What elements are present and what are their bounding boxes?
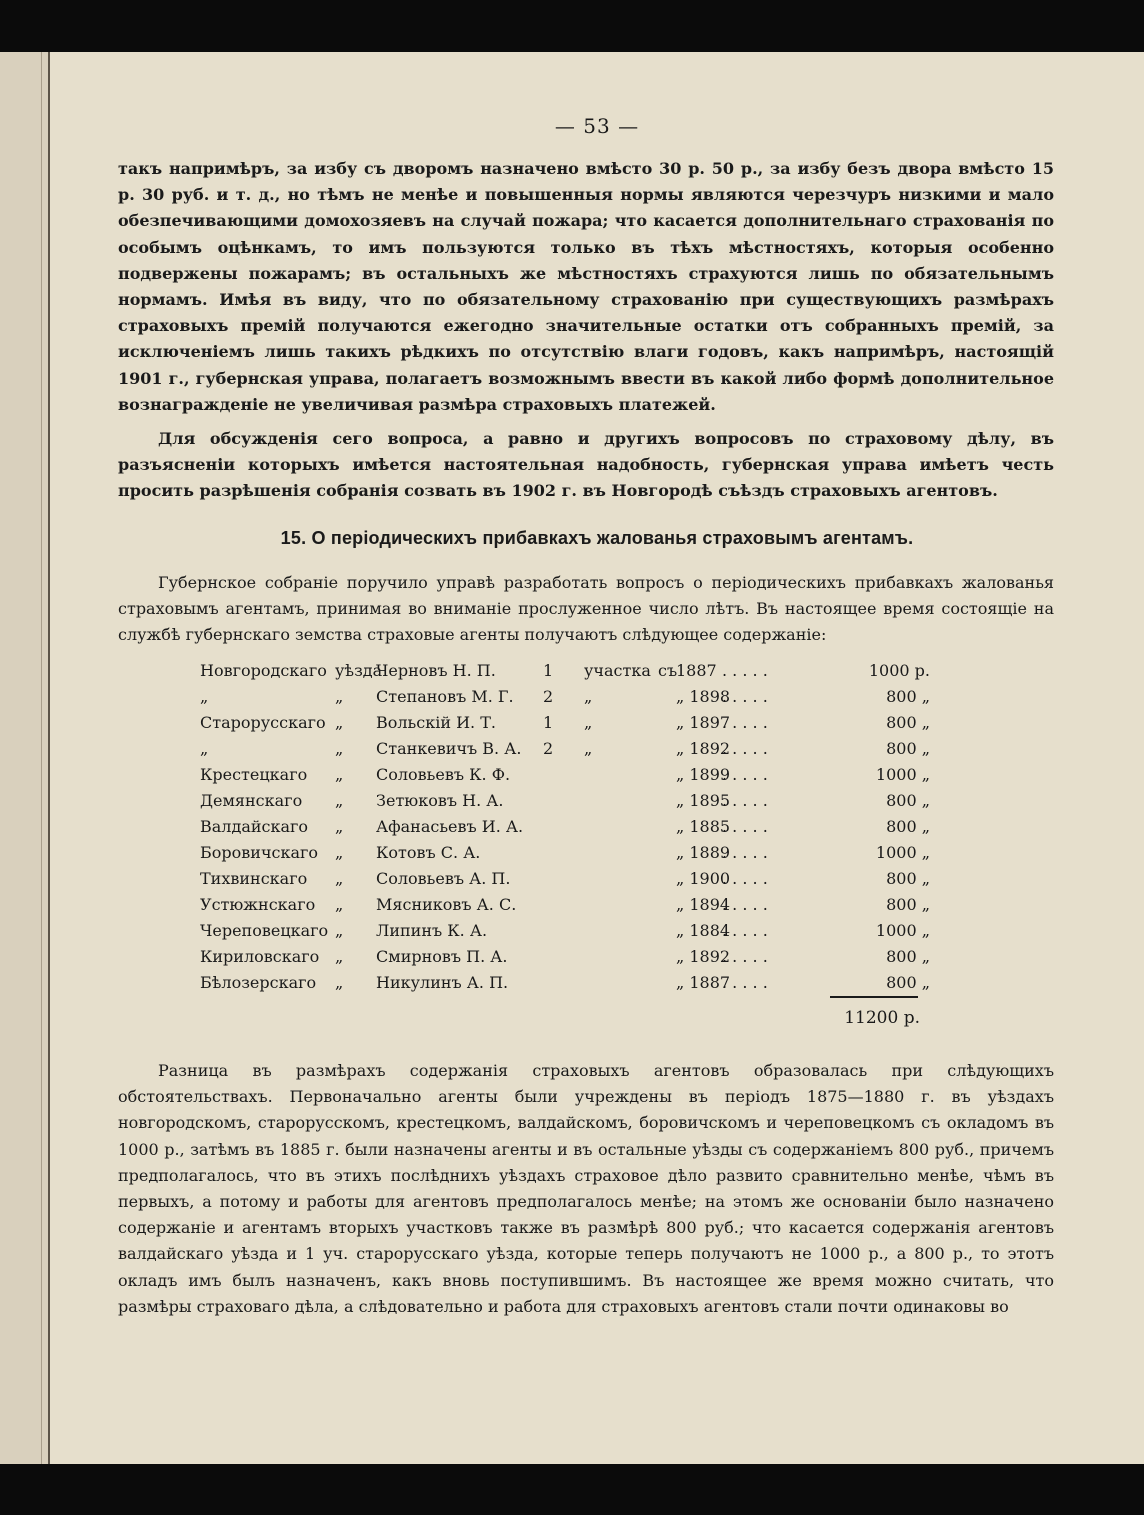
cell-year: „ 1889 [676, 843, 731, 862]
cell-name: Смирновъ П. А. [376, 947, 508, 966]
table-row [200, 814, 930, 840]
table-row [200, 840, 930, 866]
cell-name: Вольскій И. Т. [376, 713, 496, 732]
cell-amt: 1000 „ [875, 765, 930, 784]
cell-year: „ 1887 [676, 973, 731, 992]
table-row [200, 788, 930, 814]
cell-q1: „ [335, 817, 344, 836]
cell-year: „ 1894 [676, 895, 731, 914]
cell-amt: 800 „ [886, 947, 930, 966]
table-row [200, 866, 930, 892]
cell-dots: . . . . . [722, 921, 768, 940]
text-block-bottom [118, 1058, 1054, 1320]
table-row [200, 684, 930, 710]
cell-uezd: Крестецкаго [200, 765, 308, 784]
cell-q1: „ [335, 765, 344, 784]
cell-year: „ 1899 [676, 765, 731, 784]
table-row [200, 892, 930, 918]
cell-name: Никулинъ А. П. [376, 973, 509, 992]
table-row [200, 944, 930, 970]
cell-uch: „ [584, 687, 593, 706]
cell-dots: . . . . . [722, 895, 768, 914]
cell-dots: . . . . . [722, 739, 768, 758]
cell-dots: . . . . . [722, 765, 768, 784]
table-row [200, 710, 930, 736]
cell-s: съ [658, 661, 678, 680]
cell-amt: 1000 „ [875, 843, 930, 862]
cell-q1: „ [335, 739, 344, 758]
cell-dots: . . . . . [722, 661, 768, 680]
cell-dots: . . . . . [722, 713, 768, 732]
cell-year: „ 1884 [676, 921, 731, 940]
cell-num: 2 [543, 687, 554, 706]
cell-q1: „ [335, 843, 344, 862]
cell-uch: участка [584, 661, 651, 680]
table-row [200, 658, 930, 684]
table-row [200, 762, 930, 788]
cell-year: „ 1897 [676, 713, 731, 732]
cell-amt: 800 „ [886, 713, 930, 732]
cell-uezd: Старорусскаго [200, 713, 326, 732]
cell-name: Соловьевъ К. Ф. [376, 765, 511, 784]
cell-num: 1 [543, 661, 554, 680]
cell-amt: 800 „ [886, 817, 930, 836]
cell-dots: . . . . . [722, 869, 768, 888]
table-row [200, 736, 930, 762]
cell-amt: 800 „ [886, 895, 930, 914]
cell-uezd: Боровичскаго [200, 843, 319, 862]
paragraph-4: Разница въ размѣрахъ содержанія страховыхъ агентовъ образовалась при слѣдующихъ обстоятельствахъ. Первоначально агенты были учреждены въ періодъ 1875—1880 г. въ уѣздахъ новгородскомъ, старорусскомъ, крестецкомъ, валдайскомъ, боровичскомъ и череповецкомъ съ окладомъ въ 1000 р., затѣмъ въ 1885 г. были назначены агенты и въ остальные уѣзды съ содержаніемъ 800 руб., причемъ предполагалось, что въ этихъ послѣднихъ уѣздахъ страховое дѣло развито сравнительно менѣе, чѣмъ въ первыхъ, а потому и работы для агентовъ предполагалось менѣе; на этомъ же основаніи было назначено содержаніе и агентамъ вторыхъ участковъ также въ размѣрѣ 800 руб.; что касается содержанія агентовъ валдайскаго уѣзда и 1 уч. старорусскаго уѣзда, которые теперь получаютъ не 1000 р., а 800 р., то этотъ окладъ имъ былъ назначенъ, какъ вновь поступившимъ. Въ настоящее же время можно считать, что размѣры страховаго дѣла, а слѣдовательно и работа для страховыхъ агентовъ стали почти одинаковы во [118, 1061, 1054, 1316]
table-row [200, 970, 930, 996]
cell-uch: „ [584, 739, 593, 758]
cell-amt: 1000 „ [875, 921, 930, 940]
cell-q1: „ [335, 947, 344, 966]
cell-amt: 800 „ [886, 687, 930, 706]
cell-year: 1887 [676, 661, 717, 680]
cell-amt: 1000 р. [868, 661, 930, 680]
table-row [200, 918, 930, 944]
cell-q1: „ [335, 713, 344, 732]
cell-year: „ 1898 [676, 687, 731, 706]
cell-name: Черновъ Н. П. [376, 661, 496, 680]
cell-uch: „ [584, 713, 593, 732]
cell-uezd: Череповецкаго [200, 921, 329, 940]
cell-num: 1 [543, 713, 554, 732]
cell-q1: „ [335, 973, 344, 992]
cell-year: „ 1900 [676, 869, 731, 888]
cell-uezd: „ [200, 739, 209, 758]
agents-salary-table [200, 658, 930, 996]
page-number: — 53 — [554, 114, 640, 138]
cell-q1: „ [335, 895, 344, 914]
cell-uezd: Новгородскаго [200, 661, 327, 680]
cell-dots: . . . . . [722, 973, 768, 992]
paragraph-1: такъ напримѣръ, за избу съ дворомъ назначено вмѣсто 30 р. 50 р., за избу безъ двора вмѣсто 15 р. 30 руб. и т. д., но тѣмъ не менѣе и повышенныя нормы являются черезчуръ низкими и мало обезпечивающими домохозяевъ на случай пожара; что касается дополнительнаго страхованія по особымъ оцѣнкамъ, то имъ пользуются только въ тѣхъ мѣстностяхъ, которыя особенно подвержены пожарамъ; въ остальныхъ же мѣстностяхъ страхуются лишь по обязательнымъ нормамъ. Имѣя въ виду, что по обязательному страхованію при существующихъ размѣрахъ страховыхъ премій получаются ежегодно значительные остатки отъ собранныхъ премій, за исключеніемъ лишь такихъ рѣдкихъ по отсутствію влаги годовъ, какъ напримѣръ, настоящій 1901 г., губернская управа, полагаетъ возможнымъ ввести въ какой либо формѣ дополнительное вознагражденіе не увеличивая размѣра страховыхъ платежей. [118, 159, 1054, 414]
cell-uezd: Тихвинскаго [200, 869, 308, 888]
table-total: 11200 р. [844, 1008, 920, 1028]
cell-dots: . . . . . [722, 947, 768, 966]
cell-amt: 800 „ [886, 973, 930, 992]
document-page [50, 52, 1144, 1464]
cell-name: Афанасьевъ И. А. [376, 817, 524, 836]
cell-q1: „ [335, 869, 344, 888]
cell-q1: „ [335, 687, 344, 706]
cell-name: Липинъ К. А. [376, 921, 488, 940]
cell-q1: „ [335, 921, 344, 940]
cell-uezd: Кириловскаго [200, 947, 320, 966]
cell-amt: 800 „ [886, 791, 930, 810]
total-rule [830, 996, 918, 998]
cell-name: Степановъ М. Г. [376, 687, 514, 706]
cell-amt: 800 „ [886, 739, 930, 758]
cell-year: „ 1892 [676, 739, 731, 758]
cell-year: „ 1885 [676, 817, 731, 836]
text-block-top [118, 156, 1054, 505]
cell-q1: уѣзда [335, 661, 383, 680]
cell-name: Мясниковъ А. С. [376, 895, 517, 914]
cell-name: Соловьевъ А. П. [376, 869, 511, 888]
cell-uezd: Устюжнскаго [200, 895, 316, 914]
cell-q1: „ [335, 791, 344, 810]
cell-name: Котовъ С. А. [376, 843, 481, 862]
cell-uezd: Демянскаго [200, 791, 303, 810]
cell-year: „ 1892 [676, 947, 731, 966]
paragraph-2: Для обсужденія сего вопроса, а равно и другихъ вопросовъ по страховому дѣлу, въ разъясненіи которыхъ имѣется настоятельная надобность, губернская управа имѣетъ честь просить разрѣшенія собранія созвать въ 1902 г. въ Новгородѣ съѣздъ страховыхъ агентовъ. [118, 429, 1054, 501]
cell-amt: 800 „ [886, 869, 930, 888]
cell-dots: . . . . . [722, 687, 768, 706]
cell-uezd: Бѣлозерскаго [200, 973, 317, 992]
cell-name: Зетюковъ Н. А. [376, 791, 504, 810]
cell-dots: . . . . . [722, 817, 768, 836]
cell-dots: . . . . . [722, 843, 768, 862]
cell-num: 2 [543, 739, 554, 758]
text-block-mid [118, 570, 1054, 649]
cell-name: Станкевичъ В. А. [376, 739, 522, 758]
cell-dots: . . . . . [722, 791, 768, 810]
paragraph-3: Губернское собраніе поручило управѣ разработать вопросъ о періодическихъ прибавкахъ жалованья страховымъ агентамъ, принимая во вниманіе прослуженное число лѣтъ. Въ настоящее время состоящіе на службѣ губернскаго земства страховые агенты получаютъ слѣдующее содержаніе: [118, 573, 1054, 645]
section-heading: 15. О періодическихъ прибавкахъ жалованья страховымъ агентамъ. [280, 528, 914, 548]
cell-year: „ 1895 [676, 791, 731, 810]
left-page-edge [0, 52, 50, 1464]
cell-uezd: Валдайскаго [200, 817, 309, 836]
cell-uezd: „ [200, 687, 209, 706]
